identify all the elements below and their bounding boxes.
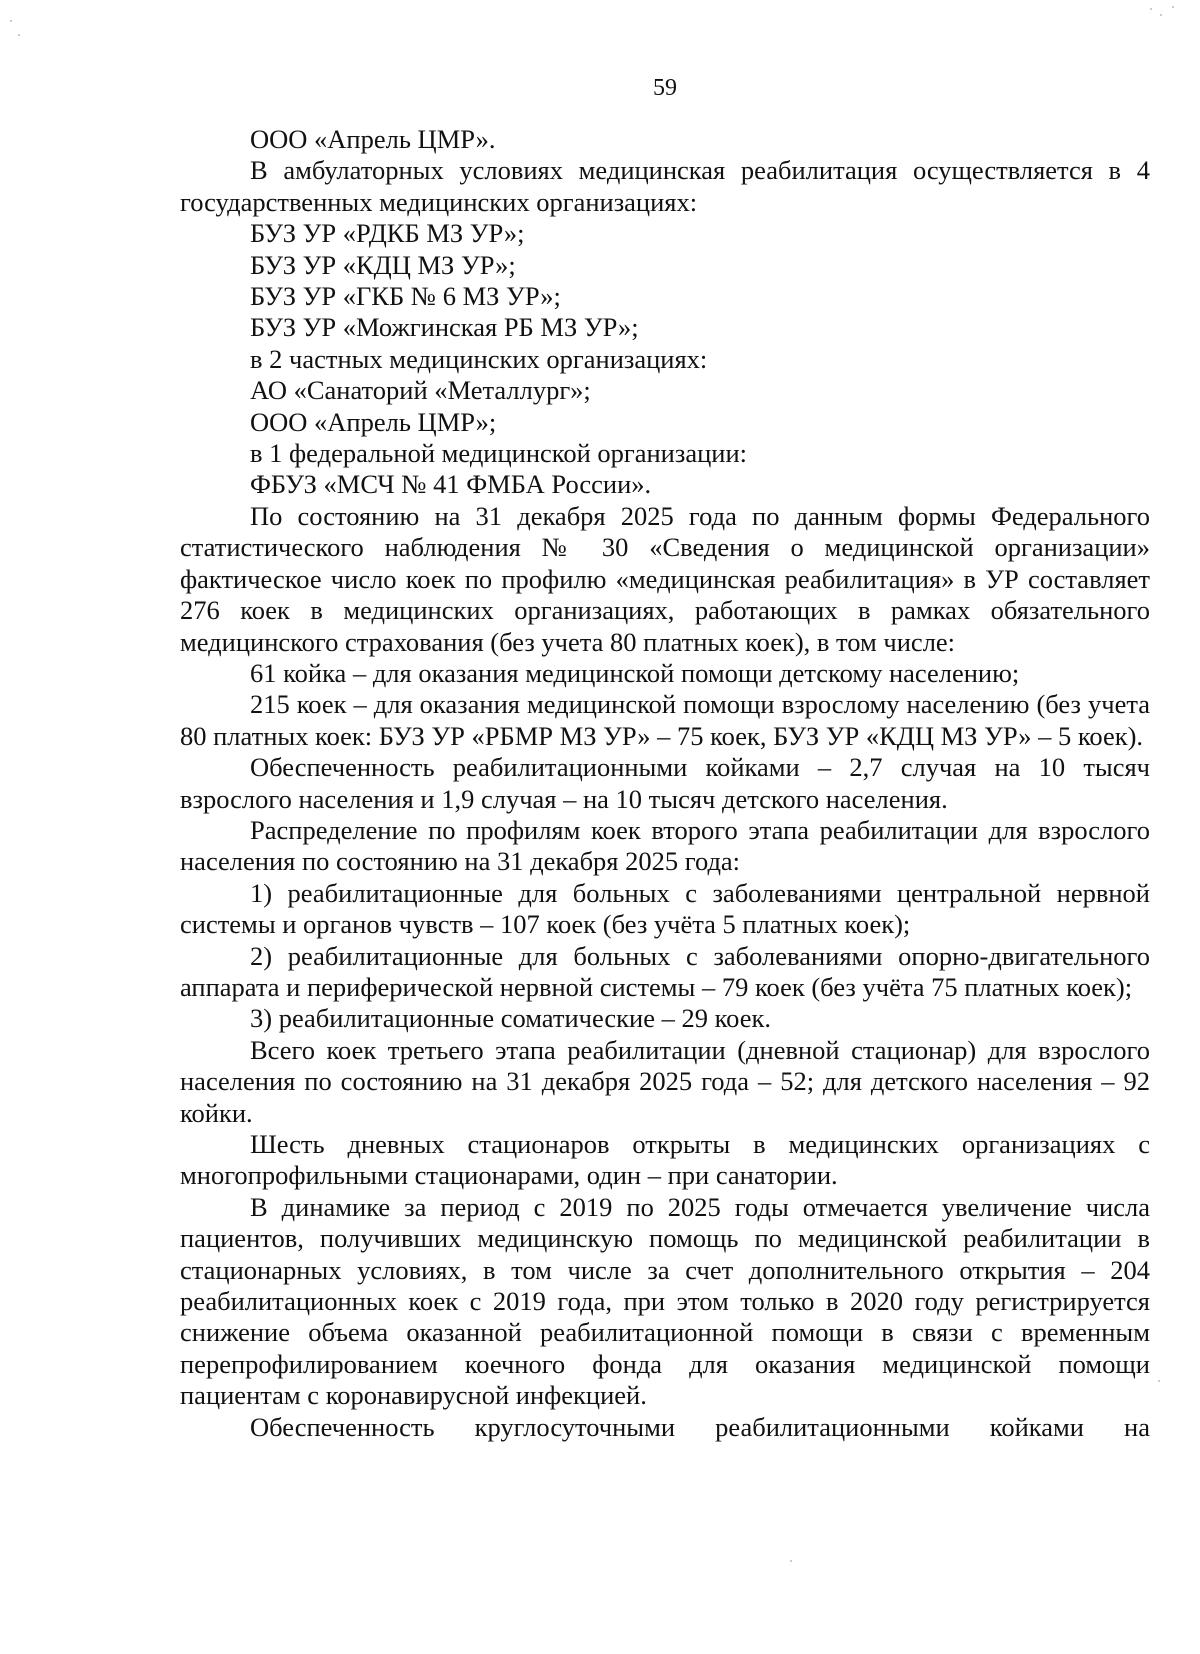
scan-speck <box>790 1560 792 1562</box>
paragraph: В динамике за период с 2019 по 2025 годы отмечается увеличение числа пациентов, получивших медицинскую помощь по медицинской реабилитации в стационарных условиях, в том числе за счет дополнительного открытия – 204 реабилитационных коек с 2019 года, при этом только в 2020 году регистрируется снижение объема оказанной реабилитационной помощи в связи с временным перепрофилированием коечного фонда для оказания медицинской помощи пациентам с коронавирусной инфекцией. <box>180 1191 1150 1411</box>
scan-speck <box>1150 8 1152 10</box>
paragraph: Обеспеченность круглосуточными реабилитационными койками на <box>250 1411 1150 1442</box>
list-item: БУЗ УР «РДКБ МЗ УР»; <box>250 218 525 249</box>
list-item: БУЗ УР «ГКБ № 6 МЗ УР»; <box>250 281 561 312</box>
list-item: ФБУЗ «МСЧ № 41 ФМБА России». <box>250 469 652 500</box>
paragraph: Распределение по профилям коек второго этапа реабилитации для взрослого населения по состоянию на 31 декабря 2025 года: <box>180 814 1150 877</box>
scan-speck <box>1160 14 1162 16</box>
paragraph: Всего коек третьего этапа реабилитации (дневной стационар) для взрослого населения по состоянию на 31 декабря 2025 года – 52; для детского населения – 92 койки. <box>180 1034 1150 1128</box>
list-item: АО «Санаторий «Металлург»; <box>250 375 591 406</box>
scan-speck <box>1172 6 1174 8</box>
paragraph: ООО «Апрель ЦМР». <box>250 124 496 154</box>
paragraph: 3) реабилитационные соматические – 29 коек. <box>250 1003 771 1034</box>
paragraph: 215 коек – для оказания медицинской помощи взрослому населению (без учета 80 платных коек: БУЗ УР «РБМР МЗ УР» – 75 коек, БУЗ УР «КДЦ МЗ УР» – 5 коек). <box>180 689 1150 751</box>
scan-speck <box>1158 1380 1160 1382</box>
list-item: в 1 федеральной медицинской организации: <box>250 438 748 469</box>
scan-speck <box>18 34 20 36</box>
page-number: 59 <box>653 75 677 101</box>
paragraph: В амбулаторных условиях медицинская реабилитация осуществляется в 4 государственных медицинских организациях: <box>180 155 1150 217</box>
paragraph: 2) реабилитационные для больных с заболеваниями опорно-двигательного аппарата и периферической нервной системы – 79 коек (без учёта 75 платных коек); <box>180 940 1150 1002</box>
list-item: БУЗ УР «КДЦ МЗ УР»; <box>250 249 516 280</box>
list-item: в 2 частных медицинских организациях: <box>250 343 708 374</box>
paragraph: 61 койка – для оказания медицинской помощи детскому населению; <box>250 657 1020 688</box>
paragraph: 1) реабилитационные для больных с заболеваниями центральной нервной системы и органов чувств – 107 коек (без учёта 5 платных коек); <box>180 877 1150 940</box>
scan-speck <box>10 20 12 22</box>
list-item: ООО «Апрель ЦМР»; <box>250 406 497 437</box>
paragraph: Обеспеченность реабилитационными койками – 2,7 случая на 10 тысяч взрослого населения и 1,9 случая – на 10 тысяч детского населения. <box>180 752 1150 814</box>
paragraph: По состоянию на 31 декабря 2025 года по данным формы Федерального статистического наблюдения № 30 «Сведения о медицинской организации» фактическое число коек по профилю «медицинская реабилитация» в УР составляет 276 коек в медицинских организациях, работающих в рамках обязательного медицинского страхования (без учета 80 платных коек), в том числе: <box>180 500 1150 657</box>
list-item: БУЗ УР «Можгинская РБ МЗ УР»; <box>250 312 639 343</box>
document-body <box>180 124 1150 1443</box>
paragraph: Шесть дневных стационаров открыты в медицинских организациях с многопрофильными стационарами, один – при санатории. <box>180 1129 1150 1191</box>
